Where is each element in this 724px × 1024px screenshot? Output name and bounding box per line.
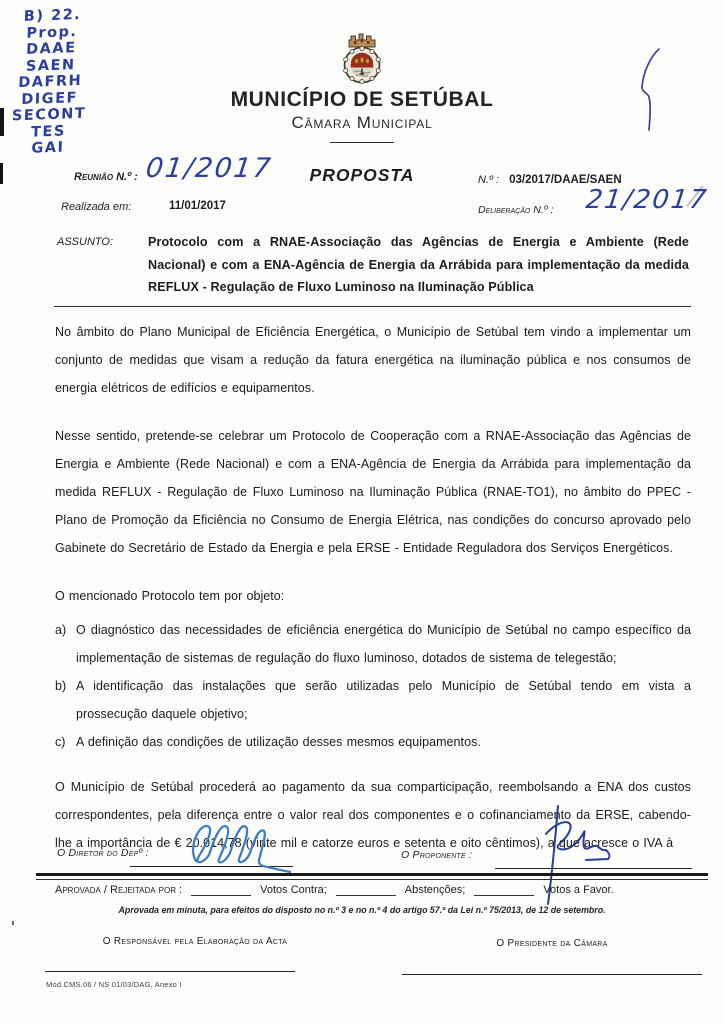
section-double-rule	[36, 873, 708, 880]
assunto-label: ASSUNTO:	[57, 236, 114, 248]
margin-note-line: SECONT	[11, 105, 87, 125]
numero-value: 03/2017/DAAE/SAEN	[509, 174, 622, 186]
abstencoes-label: Abstenções;	[404, 884, 466, 896]
paragraph: No âmbito do Plano Municipal de Eficiência Energética, o Município de Setúbal tem vindo a implementar um conjunto de medidas que visam a redução da fatura energética na iluminação pública e nos consumos de energia elétricos de edifícios e equipamentos.	[55, 325, 691, 395]
reuniao-label: Reunião N.º :	[74, 171, 138, 183]
margin-note-line: GAI	[31, 139, 65, 157]
municipal-coat-of-arms	[330, 29, 394, 87]
margin-note-line: TES	[30, 122, 67, 141]
assunto-text: Protocolo com a RNAE-Associação das Agências de Energia e Ambiente (Rede Nacional) e com a ENA-Agência de Energia da Arrábida para implementação da medida REFLUX - Regulação de Fluxo Luminoso na Iluminação Pública	[148, 235, 689, 294]
proposta-heading: PROPOSTA	[309, 165, 415, 185]
margin-note-line: DAAE	[25, 40, 77, 58]
responsavel-signature-line	[45, 971, 295, 972]
list-marker: b)	[55, 679, 67, 693]
approval-row	[55, 884, 695, 896]
deliberacao-label: Deliberação N.º :	[478, 204, 554, 216]
presidente-signature-line	[402, 974, 702, 975]
margin-note-line: DAFRH	[17, 72, 83, 92]
paragraph: O mencionado Protocolo tem por objeto:	[55, 589, 285, 603]
director-signature	[186, 817, 314, 875]
list-marker: a)	[55, 623, 67, 637]
document-body	[55, 318, 691, 877]
list-item	[55, 616, 691, 672]
responsavel-label: O Responsável pela Elaboração da Acta	[102, 936, 288, 947]
handwritten-margin-notes	[10, 7, 89, 158]
votes-blank-field	[474, 884, 534, 896]
list-item	[55, 672, 691, 728]
presidente-label: O Presidente da Câmara	[496, 938, 608, 949]
assunto-divider	[54, 306, 691, 307]
minuta-note: Aprovada em minuta, para efeitos do disposto no n.º 3 e no n.º 4 do artigo 57.º da Lei n.º 75/2013, de 12 de setembro.	[118, 905, 606, 915]
reuniao-number-handwritten: 01/2017	[144, 153, 275, 184]
votos-favor-label: Votos a Favor.	[543, 884, 614, 896]
municipality-title: MUNICÍPIO DE SETÚBAL	[230, 88, 494, 111]
list-text: A definição das condições de utilização desses mesmos equipamentos.	[76, 735, 481, 749]
paragraph: Nesse sentido, pretende-se celebrar um Protocolo de Cooperação com a RNAE-Associação das Agências de Energia e Ambiente (Rede Nacional) e com a ENA-Agência de Energia da Arrábida para implementação da medida REFLUX - Regulação de Fluxo Luminoso na Iluminação Pública (RNAE-TO1), no âmbito do PPEC - Plano de Promoção da Eficiência no Consumo de Energia Elétrica, nas condições do concurso aprovado pelo Gabinete do Secretário de Estado da Energia e pela ERSE - Entidade Reguladora dos Serviços Energéticos.	[55, 429, 691, 555]
deliberacao-number-handwritten: 21/2017	[584, 185, 710, 215]
scan-speck	[12, 921, 14, 925]
realizada-label: Realizada em:	[61, 201, 132, 213]
numero-label: N.º :	[478, 174, 500, 186]
margin-note-line: DIGEF	[21, 89, 79, 108]
votes-blank-field	[336, 884, 396, 896]
paragraph: O Município de Setúbal procederá ao pagamento da sua comparticipação, reembolsando a ENA dos custos correspondentes, pela diferença entre o valor real dos componentes e o cofinanciamento da ERSE, cabendo-lhe a importância de € 20.014,78 (vinte mil e catorze euros e setenta e oito cêntimos), a que acresce o IVA à	[55, 780, 691, 850]
list-item	[55, 728, 691, 756]
org-subtitle: Câmara Municipal	[291, 113, 433, 132]
realizada-date: 11/01/2017	[169, 200, 226, 212]
votos-contra-label: Votos Contra;	[260, 884, 327, 896]
header-divider	[330, 142, 394, 143]
margin-note-line: B) 22.	[23, 6, 82, 25]
list-marker: c)	[55, 735, 66, 749]
proponente-label: O Proponente :	[401, 849, 473, 861]
margin-note-line: Prop.	[26, 23, 78, 42]
form-code: Mod.CMS.06 / NS 01/03/DAG, Anexo I	[46, 980, 182, 989]
list-text: A identificação das instalações que serão utilizadas pelo Município de Setúbal tendo em vista a prossecução daquele objetivo;	[76, 679, 691, 721]
approval-label: Aprovada / Rejeitada por :	[55, 884, 183, 896]
margin-note-line: SAEN	[25, 56, 76, 75]
director-label: O Diretor do Depº :	[57, 847, 149, 859]
list-text: O diagnóstico das necessidades de eficiência energética do Município de Setúbal no campo específico da implementação de sistemas de regulação do fluxo luminoso, dotados de sistema de telegestão;	[76, 623, 691, 665]
votes-blank-field	[191, 884, 251, 896]
